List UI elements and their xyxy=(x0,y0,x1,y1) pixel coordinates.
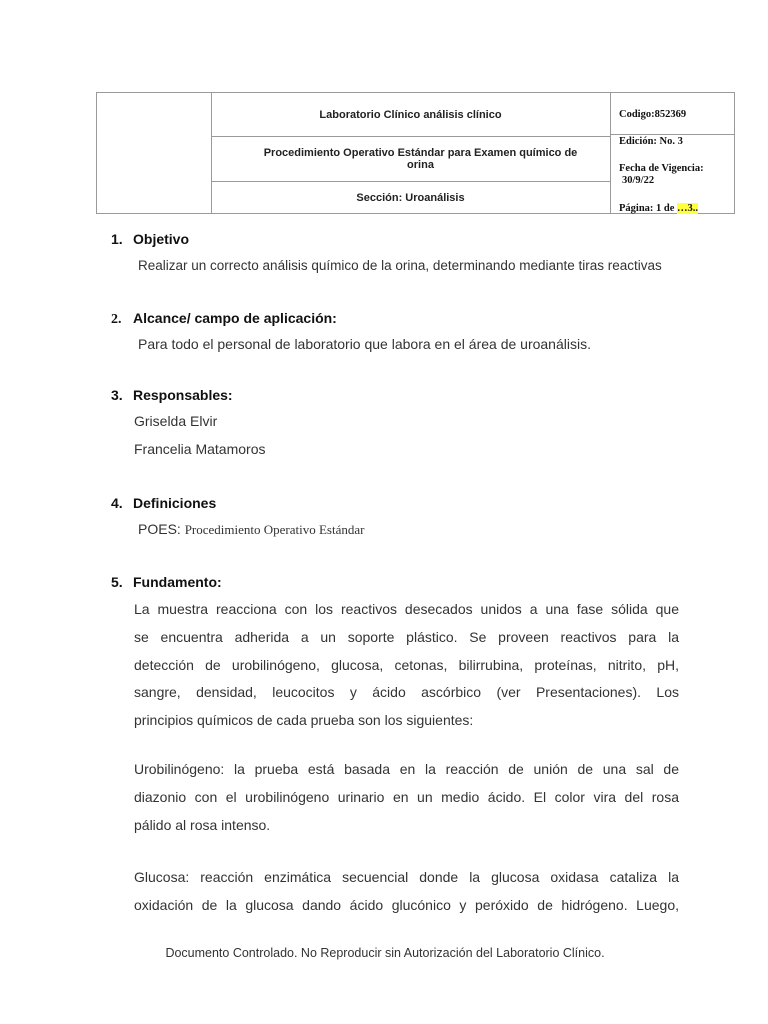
paragraph-line: se encuentra adherida a un soporte plástico. Se proveen reactivos para la xyxy=(134,628,679,645)
definition-text: Procedimiento Operativo Estándar xyxy=(184,522,365,537)
definition-line xyxy=(138,521,364,538)
document-code: Codigo:852369 xyxy=(619,109,687,120)
responsable-name: Francelia Matamoros xyxy=(134,441,266,457)
section-number: 2. xyxy=(111,312,122,327)
definition-term: POES: xyxy=(138,521,181,537)
section-title: Responsables: xyxy=(133,387,233,403)
paragraph-line: detección de urobilinógeno, glucosa, cetonas, bilirrubina, proteínas, nitrito, pH, xyxy=(134,656,679,673)
table-divider xyxy=(211,181,610,182)
section-heading-responsables xyxy=(111,387,233,403)
section-number: 5. xyxy=(111,574,123,590)
procedure-title-line2: orina xyxy=(407,159,434,171)
section-heading-fundamento xyxy=(111,574,222,590)
paragraph-line: principios químicos de cada prueba son los siguientes: xyxy=(134,712,474,729)
page-footer xyxy=(0,946,768,960)
fundamento-paragraph-3 xyxy=(134,864,679,920)
section-number: 1. xyxy=(111,231,123,247)
section-number: 4. xyxy=(111,495,123,511)
section-heading-definiciones xyxy=(111,495,216,511)
paragraph-line: Urobilinógeno: la prueba está basada en la reacción de unión de una sal de xyxy=(134,761,679,777)
objetivo-text: Realizar un correcto análisis químico de la orina, determinando mediante tiras reactivas xyxy=(138,258,662,273)
fundamento-paragraph-1 xyxy=(134,596,679,735)
section-title: Definiciones xyxy=(133,495,217,511)
table-divider xyxy=(610,134,734,135)
paragraph-line: pálido al rosa intenso. xyxy=(134,816,271,833)
page-label: Página: 1 de xyxy=(619,203,675,214)
lab-name: Laboratorio Clínico análisis clínico xyxy=(319,109,502,121)
validity-date: 30/9/22 xyxy=(622,175,655,186)
section-title: Fundamento: xyxy=(133,574,222,590)
section-number: 3. xyxy=(111,387,123,403)
procedure-title-line1: Procedimiento Operativo Estándar para Examen químico de xyxy=(263,147,578,159)
responsable-name: Griselda Elvir xyxy=(134,413,218,429)
section-name: Sección: Uroanálisis xyxy=(356,192,465,204)
page-number xyxy=(619,203,698,214)
validity-label: Fecha de Vigencia: xyxy=(619,163,704,174)
paragraph-line: diazonio con el urobilinógeno urinario en un medio ácido. El color vira del rosa xyxy=(134,788,679,805)
section-heading-alcance xyxy=(111,310,337,328)
paragraph-line: oxidación de la glucosa dando ácido glucónico y peróxido de hidrógeno. Luego, xyxy=(134,896,679,913)
section-heading-objetivo xyxy=(111,231,189,247)
table-divider xyxy=(211,136,610,137)
section-title: Objetivo xyxy=(133,231,190,247)
paragraph-line: La muestra reacciona con los reactivos desecados unidos a una fase sólida que xyxy=(134,601,679,617)
document-header-table xyxy=(96,92,735,214)
fundamento-paragraph-2 xyxy=(134,756,679,839)
document-edition: Edición: No. 3 xyxy=(619,136,683,147)
section-title: Alcance/ campo de aplicación: xyxy=(133,310,337,326)
alcance-text: Para todo el personal de laboratorio que labora en el área de uroanálisis. xyxy=(138,336,591,352)
paragraph-line: sangre, densidad, leucocitos y ácido ascórbico (ver Presentaciones). Los xyxy=(134,684,679,701)
footer-text: Documento Controlado. No Reproducir sin Autorización del Laboratorio Clínico. xyxy=(165,946,605,960)
page-total: …3.. xyxy=(677,203,699,214)
paragraph-line: Glucosa: reacción enzimática secuencial donde la glucosa oxidasa cataliza la xyxy=(134,869,679,885)
